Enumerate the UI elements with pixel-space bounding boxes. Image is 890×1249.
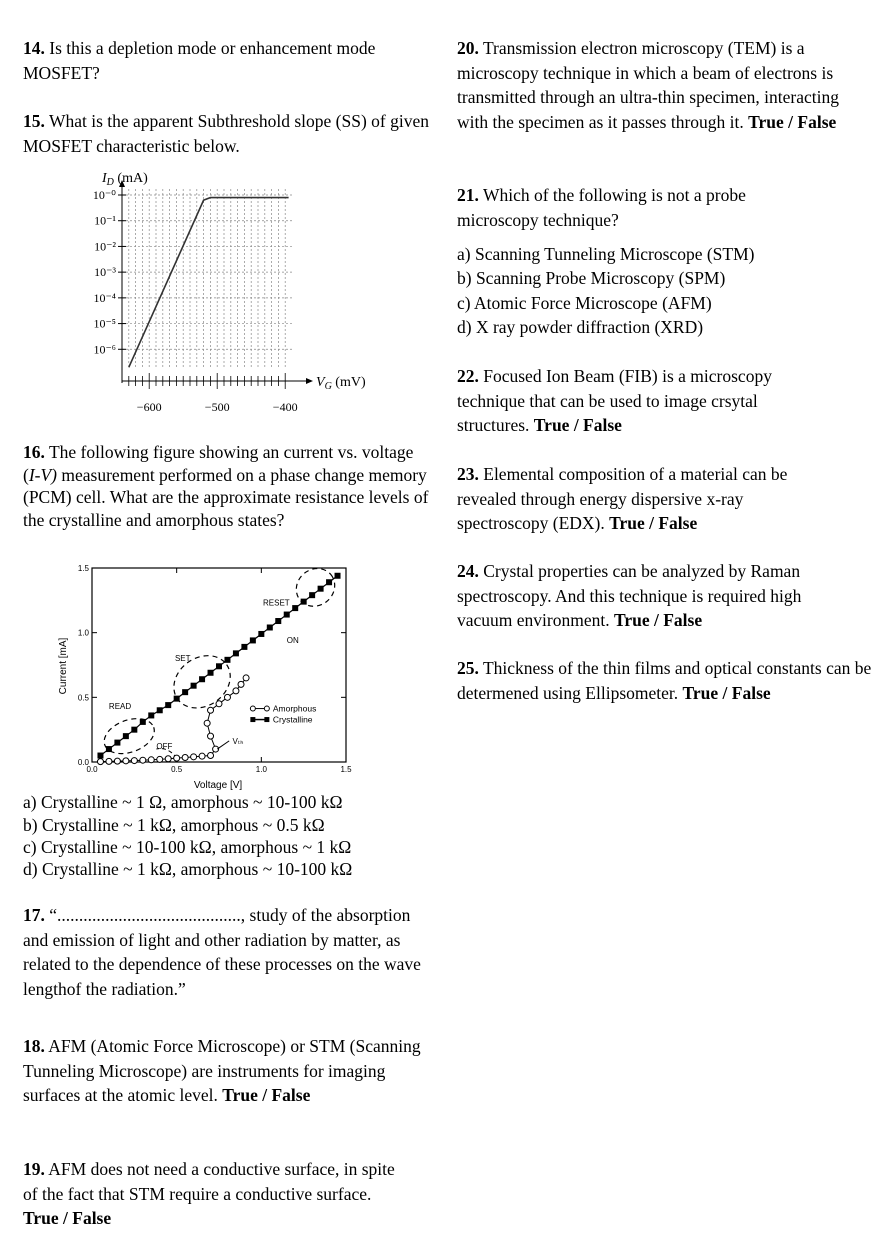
x-tick-label: 1.5 bbox=[340, 765, 352, 774]
y-tick-label: 10⁻⁰ bbox=[92, 188, 116, 202]
question-text: Transmission electron microscopy (TEM) is a microscopy technique in which a beam of electrons is transmitted through an ultra-thin specimen, interacting with the specimen as it passes through it. bbox=[457, 38, 839, 132]
crystalline-point bbox=[191, 683, 197, 689]
question-number: 24. bbox=[457, 561, 479, 581]
question-text: Elemental composition of a material can be revealed through energy dispersive x-ray spectroscopy (EDX). bbox=[457, 464, 788, 533]
y-tick-label: 1.5 bbox=[77, 564, 89, 573]
read-ellipse bbox=[99, 712, 159, 760]
x-tick-label: −400 bbox=[272, 400, 298, 414]
y-tick-label: 1.0 bbox=[77, 628, 89, 638]
question-19 bbox=[23, 1157, 403, 1231]
question-text: What is the apparent Subthreshold slope (SS) of given MOSFET characteristic below. bbox=[23, 111, 430, 156]
question-17 bbox=[23, 903, 433, 1001]
amorphous-point bbox=[165, 756, 171, 762]
crystalline-point bbox=[267, 624, 273, 630]
annotation-vth: Vₜₕ bbox=[232, 736, 244, 746]
legend-crystalline-marker bbox=[250, 717, 255, 722]
chart1-axes bbox=[119, 180, 313, 384]
question-text: Thickness of the thin films and optical constants can be determened using Ellipsometer. bbox=[457, 658, 872, 703]
question-number: 25. bbox=[457, 658, 479, 678]
amorphous-point bbox=[199, 753, 205, 759]
y-tick-label: 10⁻⁴ bbox=[93, 290, 116, 305]
question-25 bbox=[457, 656, 877, 705]
y-tick-label: 0.0 bbox=[77, 758, 89, 767]
question-text: The following figure showing an current vs. voltage ( bbox=[23, 442, 414, 485]
amorphous-point bbox=[233, 688, 239, 694]
label-symbol: V bbox=[316, 375, 325, 390]
amorphous-point bbox=[243, 675, 249, 681]
crystalline-point bbox=[318, 586, 324, 592]
annotation-on: ON bbox=[286, 636, 299, 646]
pcm-iv-chart bbox=[50, 560, 360, 795]
y-tick-label: 10⁻⁶ bbox=[93, 342, 116, 357]
amorphous-point bbox=[157, 756, 163, 762]
option-c[interactable]: c) Atomic Force Microscope (AFM) bbox=[457, 293, 712, 313]
chart2-series bbox=[97, 573, 340, 765]
y-tick-label: 10⁻³ bbox=[94, 265, 116, 280]
question-number: 14. bbox=[23, 38, 45, 58]
crystalline-point bbox=[335, 573, 341, 579]
crystalline-point bbox=[199, 676, 205, 682]
amorphous-point bbox=[204, 720, 210, 726]
crystalline-point bbox=[148, 712, 154, 718]
question-23 bbox=[457, 462, 837, 536]
crystalline-point bbox=[224, 657, 230, 663]
question-number: 21. bbox=[457, 185, 479, 205]
question-text: AFM does not need a conductive surface, in spite of the fact that STM require a conductive surface. bbox=[23, 1159, 395, 1204]
question-number: 17. bbox=[23, 905, 45, 925]
option-b[interactable]: b) Crystalline ~ 1 kΩ, amorphous ~ 0.5 kΩ bbox=[23, 815, 325, 835]
option-b[interactable]: b) Scanning Probe Microscopy (SPM) bbox=[457, 268, 726, 288]
question-21 bbox=[457, 183, 817, 232]
y-tick-label: 10⁻⁵ bbox=[93, 316, 116, 331]
legend-amorphous-marker bbox=[264, 706, 269, 711]
question-number: 18. bbox=[23, 1036, 45, 1056]
crystalline-point bbox=[216, 663, 222, 669]
amorphous-point bbox=[123, 758, 129, 764]
amorphous-point bbox=[238, 681, 244, 687]
option-d[interactable]: d) X ray powder diffraction (XRD) bbox=[457, 317, 704, 337]
true-false-choice[interactable]: True / False bbox=[609, 513, 698, 533]
crystalline-point bbox=[275, 618, 281, 624]
annotation-off: OFF bbox=[156, 742, 173, 752]
amorphous-point bbox=[208, 707, 214, 713]
true-false-choice[interactable]: True / False bbox=[222, 1085, 311, 1105]
vth-arrow bbox=[217, 741, 229, 749]
x-tick-label: 0.0 bbox=[86, 765, 98, 774]
amorphous-point bbox=[191, 754, 197, 760]
amorphous-point bbox=[224, 694, 230, 700]
crystalline-point bbox=[123, 733, 129, 739]
crystalline-point bbox=[250, 637, 256, 643]
label-units: (mV) bbox=[331, 375, 366, 390]
question-text: Crystal properties can be analyzed by Raman spectroscopy. And this technique is required high vacuum environment. bbox=[457, 561, 802, 630]
amorphous-point bbox=[182, 754, 188, 760]
crystalline-point bbox=[182, 689, 188, 695]
crystalline-point bbox=[165, 702, 171, 708]
legend-crystalline-label: Crystalline bbox=[272, 714, 313, 725]
amorphous-point bbox=[131, 758, 137, 764]
crystalline-point bbox=[174, 696, 180, 702]
option-d[interactable]: d) Crystalline ~ 1 kΩ, amorphous ~ 10-100 kΩ bbox=[23, 859, 353, 879]
question-text: Focused Ion Beam (FIB) is a microscopy technique that can be used to image crsytal structures. bbox=[457, 366, 772, 435]
question-number: 15. bbox=[23, 111, 45, 131]
x-axis-arrow bbox=[306, 378, 313, 384]
label-units: (mA) bbox=[113, 171, 148, 186]
question-18 bbox=[23, 1034, 423, 1108]
crystalline-point bbox=[241, 644, 247, 650]
crystalline-point bbox=[114, 740, 120, 746]
crystalline-point bbox=[97, 753, 103, 759]
question-number: 22. bbox=[457, 366, 479, 386]
y-tick-label: 10⁻¹ bbox=[94, 213, 116, 228]
amorphous-line bbox=[100, 678, 246, 762]
option-a[interactable]: a) Crystalline ~ 1 Ω, amorphous ~ 10-100 kΩ bbox=[23, 792, 343, 812]
chart2-annotations bbox=[109, 599, 299, 752]
crystalline-point bbox=[284, 612, 290, 618]
annotation-read: READ bbox=[108, 701, 132, 711]
chart1-x-label bbox=[316, 375, 366, 392]
question-14 bbox=[23, 36, 433, 85]
question-15 bbox=[23, 109, 433, 158]
x-tick-label: −500 bbox=[204, 400, 230, 414]
amorphous-point bbox=[208, 753, 214, 759]
question-number: 16. bbox=[23, 442, 45, 462]
amorphous-point bbox=[208, 733, 214, 739]
question-22 bbox=[457, 364, 827, 438]
question-number: 23. bbox=[457, 464, 479, 484]
question-text: “.........................................., study of the absorption and emission of light and other radiation by matter, as related to the dependence of these processes on the wave lengthof the radiation.” bbox=[23, 905, 421, 999]
mosfet-id-vg-chart bbox=[60, 165, 390, 420]
true-false-choice[interactable]: True / False bbox=[533, 415, 622, 435]
amorphous-point bbox=[216, 701, 222, 707]
label-symbol: I bbox=[102, 171, 107, 186]
label-subscript: D bbox=[106, 177, 114, 188]
crystalline-point bbox=[233, 650, 239, 656]
y-tick-label: 0.5 bbox=[77, 693, 89, 703]
true-false-choice[interactable]: True / False bbox=[682, 682, 771, 703]
question-number: 19. bbox=[23, 1159, 45, 1179]
question-text: AFM (Atomic Force Microscope) or STM (Scanning Tunneling Microscope) are instruments for imaging surfaces at the atomic level. bbox=[23, 1036, 421, 1105]
chart1-y-ticks bbox=[93, 188, 126, 356]
chart2-y-label: Current [mA] bbox=[58, 637, 69, 695]
crystalline-point bbox=[301, 599, 307, 605]
amorphous-point bbox=[114, 758, 120, 764]
annotation-set: SET bbox=[174, 654, 191, 664]
amorphous-point bbox=[174, 755, 180, 761]
crystalline-point bbox=[258, 631, 264, 637]
true-false-choice[interactable]: True / False bbox=[748, 111, 837, 132]
crystalline-point bbox=[131, 727, 137, 733]
amorphous-point bbox=[140, 757, 146, 763]
crystalline-point bbox=[208, 670, 214, 676]
option-a[interactable]: a) Scanning Tunneling Microscope (STM) bbox=[457, 244, 755, 264]
crystalline-point bbox=[309, 592, 315, 598]
true-false-choice[interactable]: True / False bbox=[23, 1208, 112, 1228]
chart1-y-label bbox=[101, 171, 148, 188]
x-tick-label: 1.0 bbox=[255, 765, 267, 774]
x-tick-label: 0.5 bbox=[171, 765, 183, 774]
question-24 bbox=[457, 559, 857, 633]
crystalline-point bbox=[326, 579, 332, 585]
amorphous-point bbox=[148, 757, 154, 763]
question-20 bbox=[457, 36, 867, 134]
legend-amorphous-label: Amorphous bbox=[272, 703, 317, 714]
y-tick-label: 10⁻² bbox=[94, 239, 116, 254]
crystalline-point bbox=[292, 605, 298, 611]
question-text: measurement performed on a phase change memory (PCM) cell. What are the approximate resistance levels of the crystalline and amorphous states? bbox=[23, 464, 429, 530]
question-text: Which of the following is not a probe microscopy technique? bbox=[457, 185, 746, 230]
crystalline-point bbox=[140, 719, 146, 725]
amorphous-point bbox=[97, 759, 103, 765]
legend-amorphous-marker bbox=[250, 706, 255, 711]
crystalline-point bbox=[157, 707, 163, 713]
question-text: Is this a depletion mode or enhancement mode MOSFET? bbox=[23, 38, 376, 83]
chart1-grid bbox=[122, 189, 292, 369]
x-tick-label: −600 bbox=[136, 400, 162, 414]
question-number: 20. bbox=[457, 38, 479, 58]
option-c[interactable]: c) Crystalline ~ 10-100 kΩ, amorphous ~ 1 kΩ bbox=[23, 837, 352, 857]
true-false-choice[interactable]: True / False bbox=[613, 610, 703, 630]
chart2-legend bbox=[250, 704, 316, 725]
chart2-x-label: Voltage [V] bbox=[193, 780, 243, 791]
label-subscript: G bbox=[324, 381, 332, 392]
question-16 bbox=[23, 441, 433, 531]
chart1-x-ticks bbox=[129, 373, 298, 414]
annotation-reset: RESET bbox=[263, 598, 290, 608]
amorphous-point bbox=[106, 758, 112, 764]
question-text-italic: I-V) bbox=[28, 464, 58, 485]
crystalline-point bbox=[106, 746, 112, 752]
legend-crystalline-marker bbox=[264, 717, 269, 722]
